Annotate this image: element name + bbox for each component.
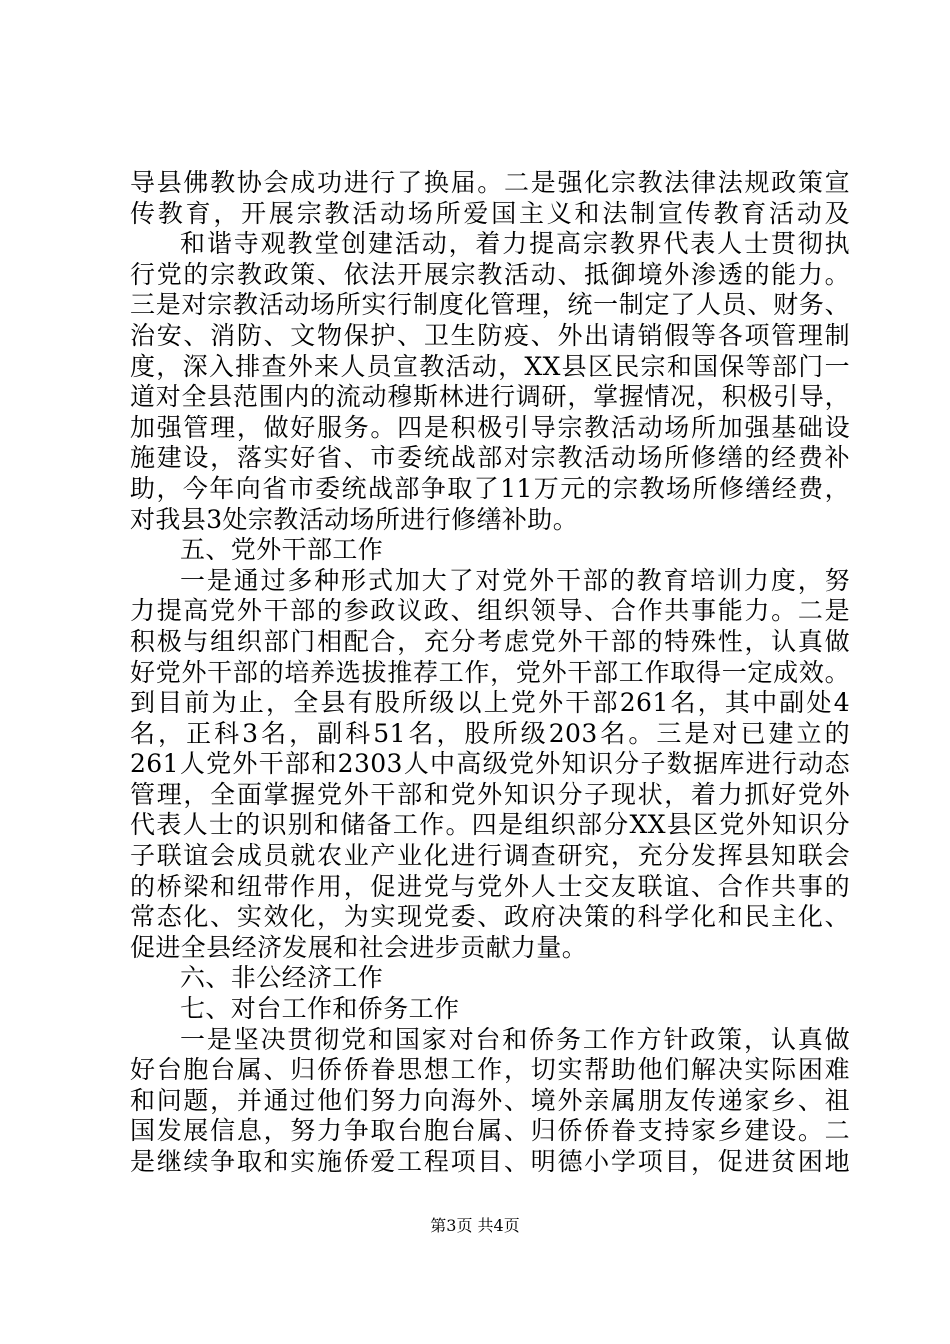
body-text — [130, 168, 850, 1178]
text-line: 传教育，开展宗教活动场所爱国主义和法制宣传教育活动及 — [130, 198, 850, 228]
text-line: 三是对宗教活动场所实行制度化管理，统一制定了人员、财务、 — [130, 290, 850, 320]
text-line: 治安、消防、文物保护、卫生防疫、外出请销假等各项管理制 — [130, 320, 850, 350]
text-line: 261人党外干部和2303人中高级党外知识分子数据库进行动态 — [130, 749, 850, 779]
text-line: 好党外干部的培养选拔推荐工作，党外干部工作取得一定成效。 — [130, 657, 850, 687]
text-line: 度，深入排查外来人员宣教活动，XX县区民宗和国保等部门一 — [130, 351, 850, 381]
text-line: 常态化、实效化，为实现党委、政府决策的科学化和民主化、 — [130, 902, 850, 932]
section-heading: 七、对台工作和侨务工作 — [180, 994, 460, 1024]
text-line: 代表人士的识别和储备工作。四是组织部分XX县区党外知识分 — [130, 810, 850, 840]
text-line: 加强管理，做好服务。四是积极引导宗教活动场所加强基础设 — [130, 412, 850, 442]
text-line: 管理，全面掌握党外干部和党外知识分子现状，着力抓好党外 — [130, 779, 850, 809]
text-line: 是继续争取和实施侨爱工程项目、明德小学项目，促进贫困地 — [130, 1147, 850, 1176]
text-line: 子联谊会成员就农业产业化进行调查研究，充分发挥县知联会 — [130, 841, 850, 871]
section-heading: 六、非公经济工作 — [180, 963, 384, 993]
text-line: 道对全县范围内的流动穆斯林进行调研，掌握情况，积极引导， — [130, 382, 850, 412]
text-line: 力提高党外干部的参政议政、组织领导、合作共事能力。二是 — [130, 596, 850, 626]
text-line: 一是通过多种形式加大了对党外干部的教育培训力度，努 — [180, 565, 850, 595]
text-line: 促进全县经济发展和社会进步贡献力量。 — [130, 932, 588, 962]
text-line: 对我县3处宗教活动场所进行修缮补助。 — [130, 504, 579, 534]
text-line: 和问题，并通过他们努力向海外、境外亲属朋友传递家乡、祖 — [130, 1085, 850, 1115]
text-line: 的桥梁和纽带作用，促进党与党外人士交友联谊、合作共事的 — [130, 871, 850, 901]
page-number-footer: 第3页 共4页 — [430, 1216, 520, 1235]
text-line: 好台胞台属、归侨侨眷思想工作，切实帮助他们解决实际困难 — [130, 1055, 850, 1085]
text-line: 一是坚决贯彻党和国家对台和侨务工作方针政策，认真做 — [180, 1024, 850, 1054]
text-line: 积极与组织部门相配合，充分考虑党外干部的特殊性，认真做 — [130, 626, 850, 656]
section-heading: 五、党外干部工作 — [180, 535, 384, 565]
text-line: 助，今年向省市委统战部争取了11万元的宗教场所修缮经费， — [130, 473, 850, 503]
text-line: 到目前为止，全县有股所级以上党外干部261名，其中副处4 — [130, 688, 850, 718]
text-line: 施建设，落实好省、市委统战部对宗教活动场所修缮的经费补 — [130, 443, 850, 473]
text-line: 行党的宗教政策、依法开展宗教活动、抵御境外渗透的能力。 — [130, 259, 850, 289]
text-line: 和谐寺观教堂创建活动，着力提高宗教界代表人士贯彻执 — [180, 229, 850, 259]
text-line: 导县佛教协会成功进行了换届。二是强化宗教法律法规政策宣 — [130, 168, 850, 197]
text-line: 名，正科3名，副科51名，股所级203名。三是对已建立的 — [130, 718, 850, 748]
text-line: 国发展信息，努力争取台胞台属、归侨侨眷支持家乡建设。二 — [130, 1116, 850, 1146]
